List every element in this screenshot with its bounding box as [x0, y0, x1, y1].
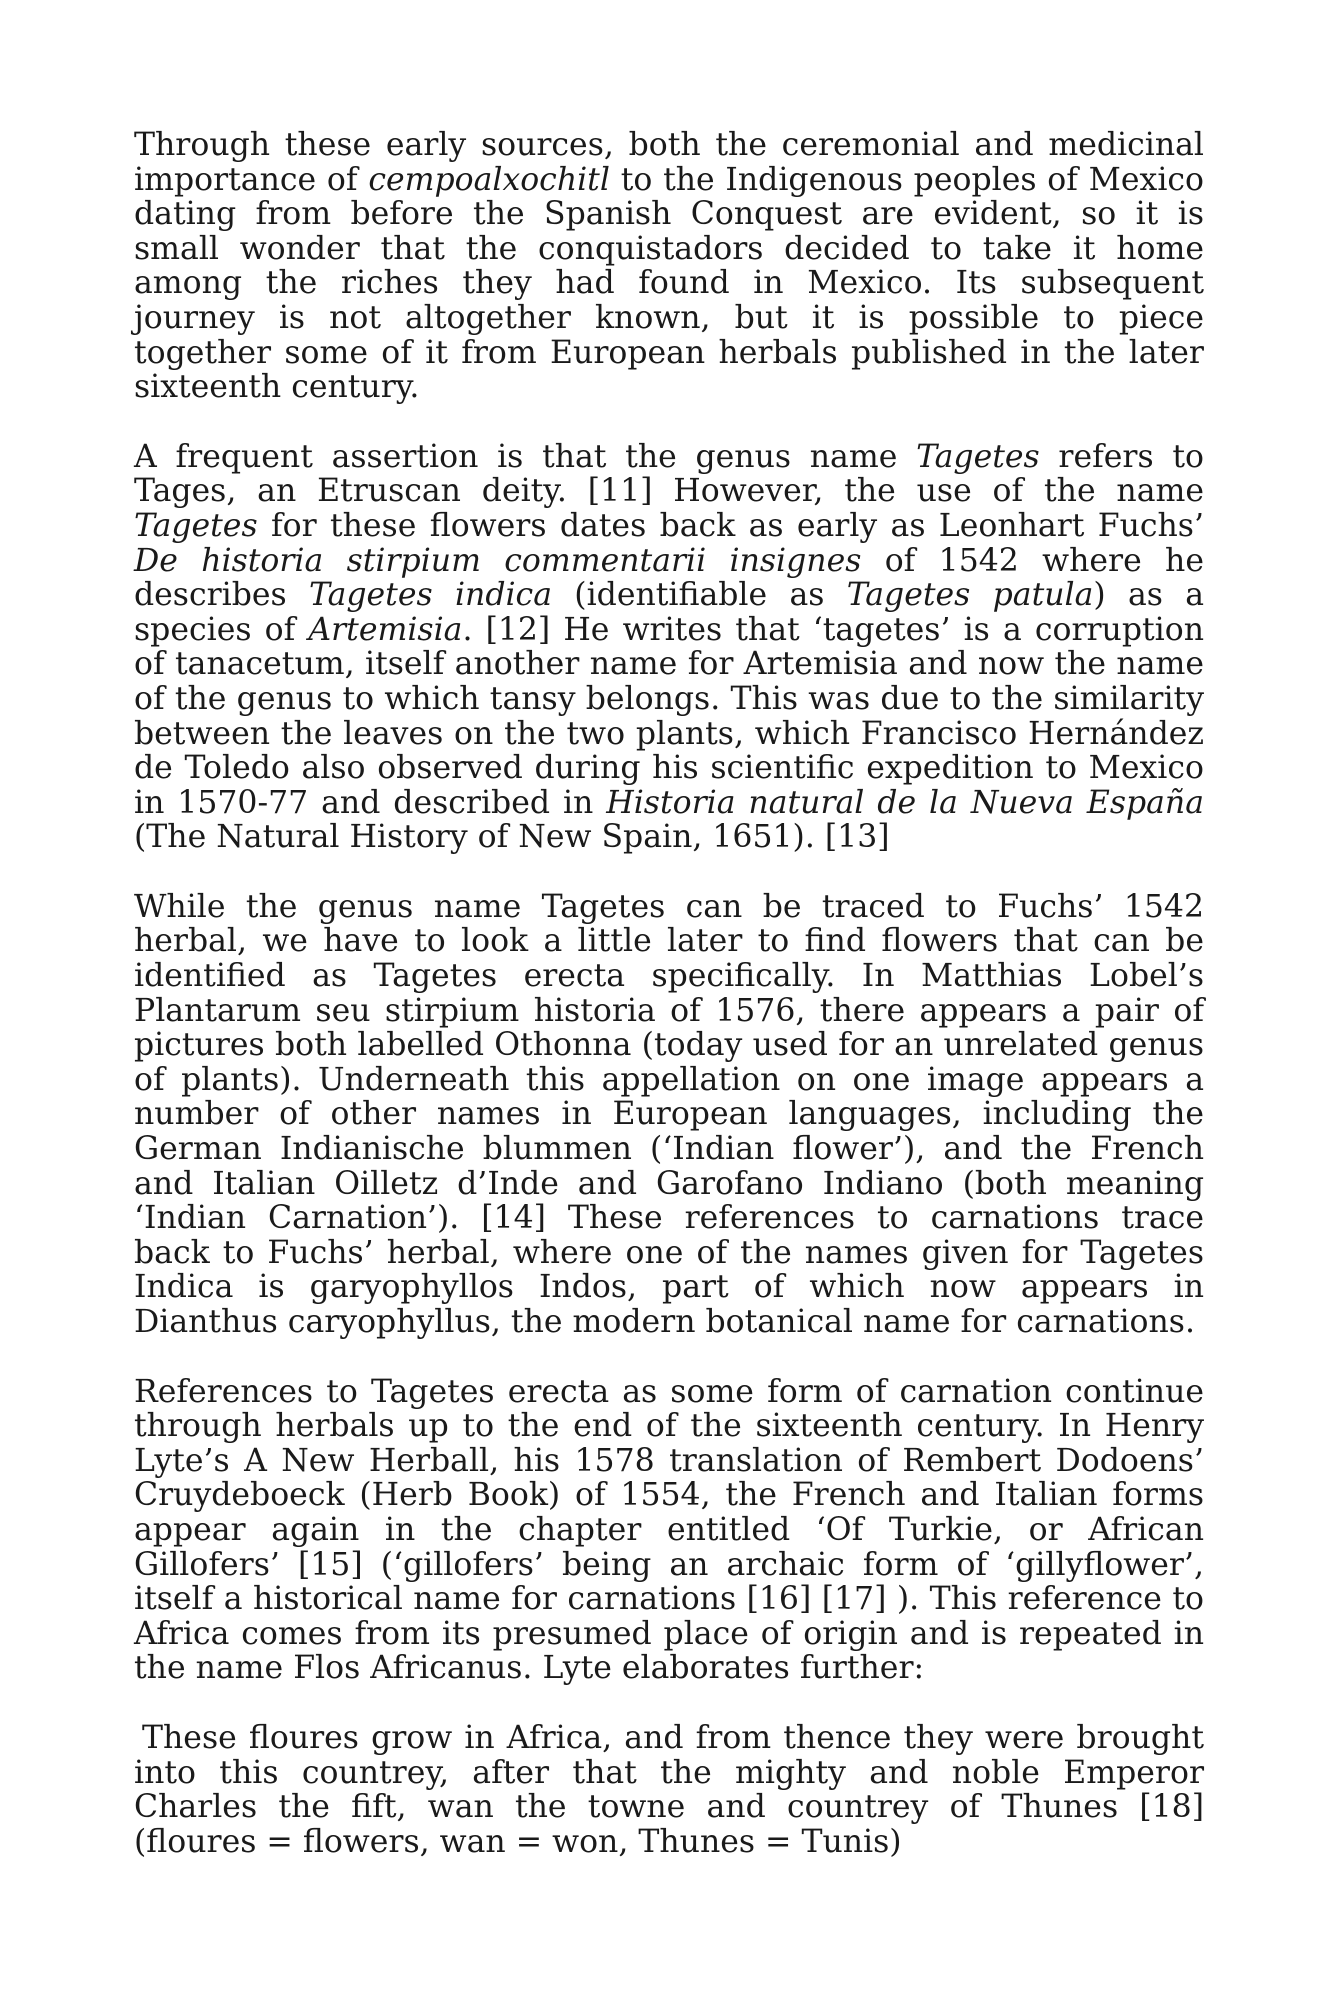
italic-term: cempoalxochitl	[368, 161, 610, 198]
italic-title: Historia natural de la Nueva España	[606, 784, 1204, 821]
paragraph-genus-name-tagetes	[134, 440, 1204, 855]
italic-term: Tagetes indica	[309, 577, 552, 614]
text-run: . [12] He writes that ‘tagetes’ is a corruption of tanacetum, itself another name for Artemisia and now the name of the genus to which tansy belongs. This was due to the similarity between the leaves on the two plants, which Francisco Hernández de Toledo also observed during his scientific expedition to Mexico in 1570-77 and described in	[134, 611, 1204, 821]
italic-term: Tagetes	[134, 507, 258, 544]
document-page	[134, 128, 1204, 1894]
paragraph-carnation-references	[134, 1375, 1204, 1686]
text-run: While the genus name Tagetes can be traced to Fuchs’ 1542 herbal, we have to look a little later to find flowers that can be identified as Tagetes erecta specifically. In Matthias Lobel’s Plantarum seu stirpium historia of 1576, there appears a pair of pictures both labelled Othonna (today used for an unrelated genus of plants). Underneath this appellation on one image appears a number of other names in European languages, including the German Indianische blummen (‘Indian flower’), and the French and Italian Oilletz d’Inde and Garofano Indiano (both meaning ‘Indian Carnation’). [14] These references to carnations trace back to Fuchs’ herbal, where one of the names given for Tagetes Indica is garyophyllos Indos, part of which now appears in Dianthus caryophyllus, the modern botanical name for carnations.	[134, 888, 1204, 1340]
text-run: to the Indigenous peoples of Mexico dating from before the Spanish Conquest are evident, so it is small wonder that the conquistadors decided to take it home among the riches they had found in Mexico. Its subsequent journey is not altogether known, but it is possible to piece together some of it from European herbals published in the later sixteenth century.	[134, 161, 1204, 406]
text-run: of 1542 where he describes	[134, 542, 1204, 614]
text-run: (The Natural History of New Spain, 1651). [13]	[134, 819, 890, 856]
italic-term: Tagetes	[916, 438, 1040, 475]
paragraph-cempoalxochitl-journey	[134, 128, 1204, 405]
text-run: Through these early sources, both the ceremonial and medicinal importance of	[134, 127, 1204, 198]
text-run: References to Tagetes erecta as some form of carnation continue through herbals up to the end of the sixteenth century. In Henry Lyte’s A New Herball, his 1578 translation of Rembert Dodoens’ Cruydeboeck (Herb Book) of 1554, the French and Italian forms appear again in the chapter entitled ‘Of Turkie, or African Gillofers’ [15] (‘gillofers’ being an archaic form of ‘gillyflower’, itself a historical name for carnations [16] [17] ). This reference to Africa comes from its presumed place of origin and is repeated in the name Flos Africanus. Lyte elaborates further:	[134, 1373, 1204, 1687]
text-run: A frequent assertion is that the genus name	[134, 438, 917, 475]
text-run: These floures grow in Africa, and from thence they were brought into this countrey, after that the mighty and noble Emperor Charles the fift, wan the towne and countrey of Thunes [18] (floures = flowers, wan = won, Thunes = Tunis)	[134, 1719, 1204, 1860]
italic-term: Tagetes patula	[846, 577, 1094, 614]
paragraph-lyte-quotation	[134, 1721, 1204, 1859]
paragraph-tagetes-erecta-lobel	[134, 890, 1204, 1340]
italic-title: De historia stirpium commentarii insignes	[134, 542, 862, 579]
text-run: refers to Tages, an Etruscan deity. [11] However, the use of the name	[134, 438, 1204, 510]
text-run: (identifiable as	[551, 577, 847, 614]
text-run: ) as a species of	[134, 577, 1204, 648]
italic-term: Artemisia	[308, 611, 463, 648]
text-run: for these flowers dates back as early as Leonhart Fuchs’	[257, 507, 1204, 544]
